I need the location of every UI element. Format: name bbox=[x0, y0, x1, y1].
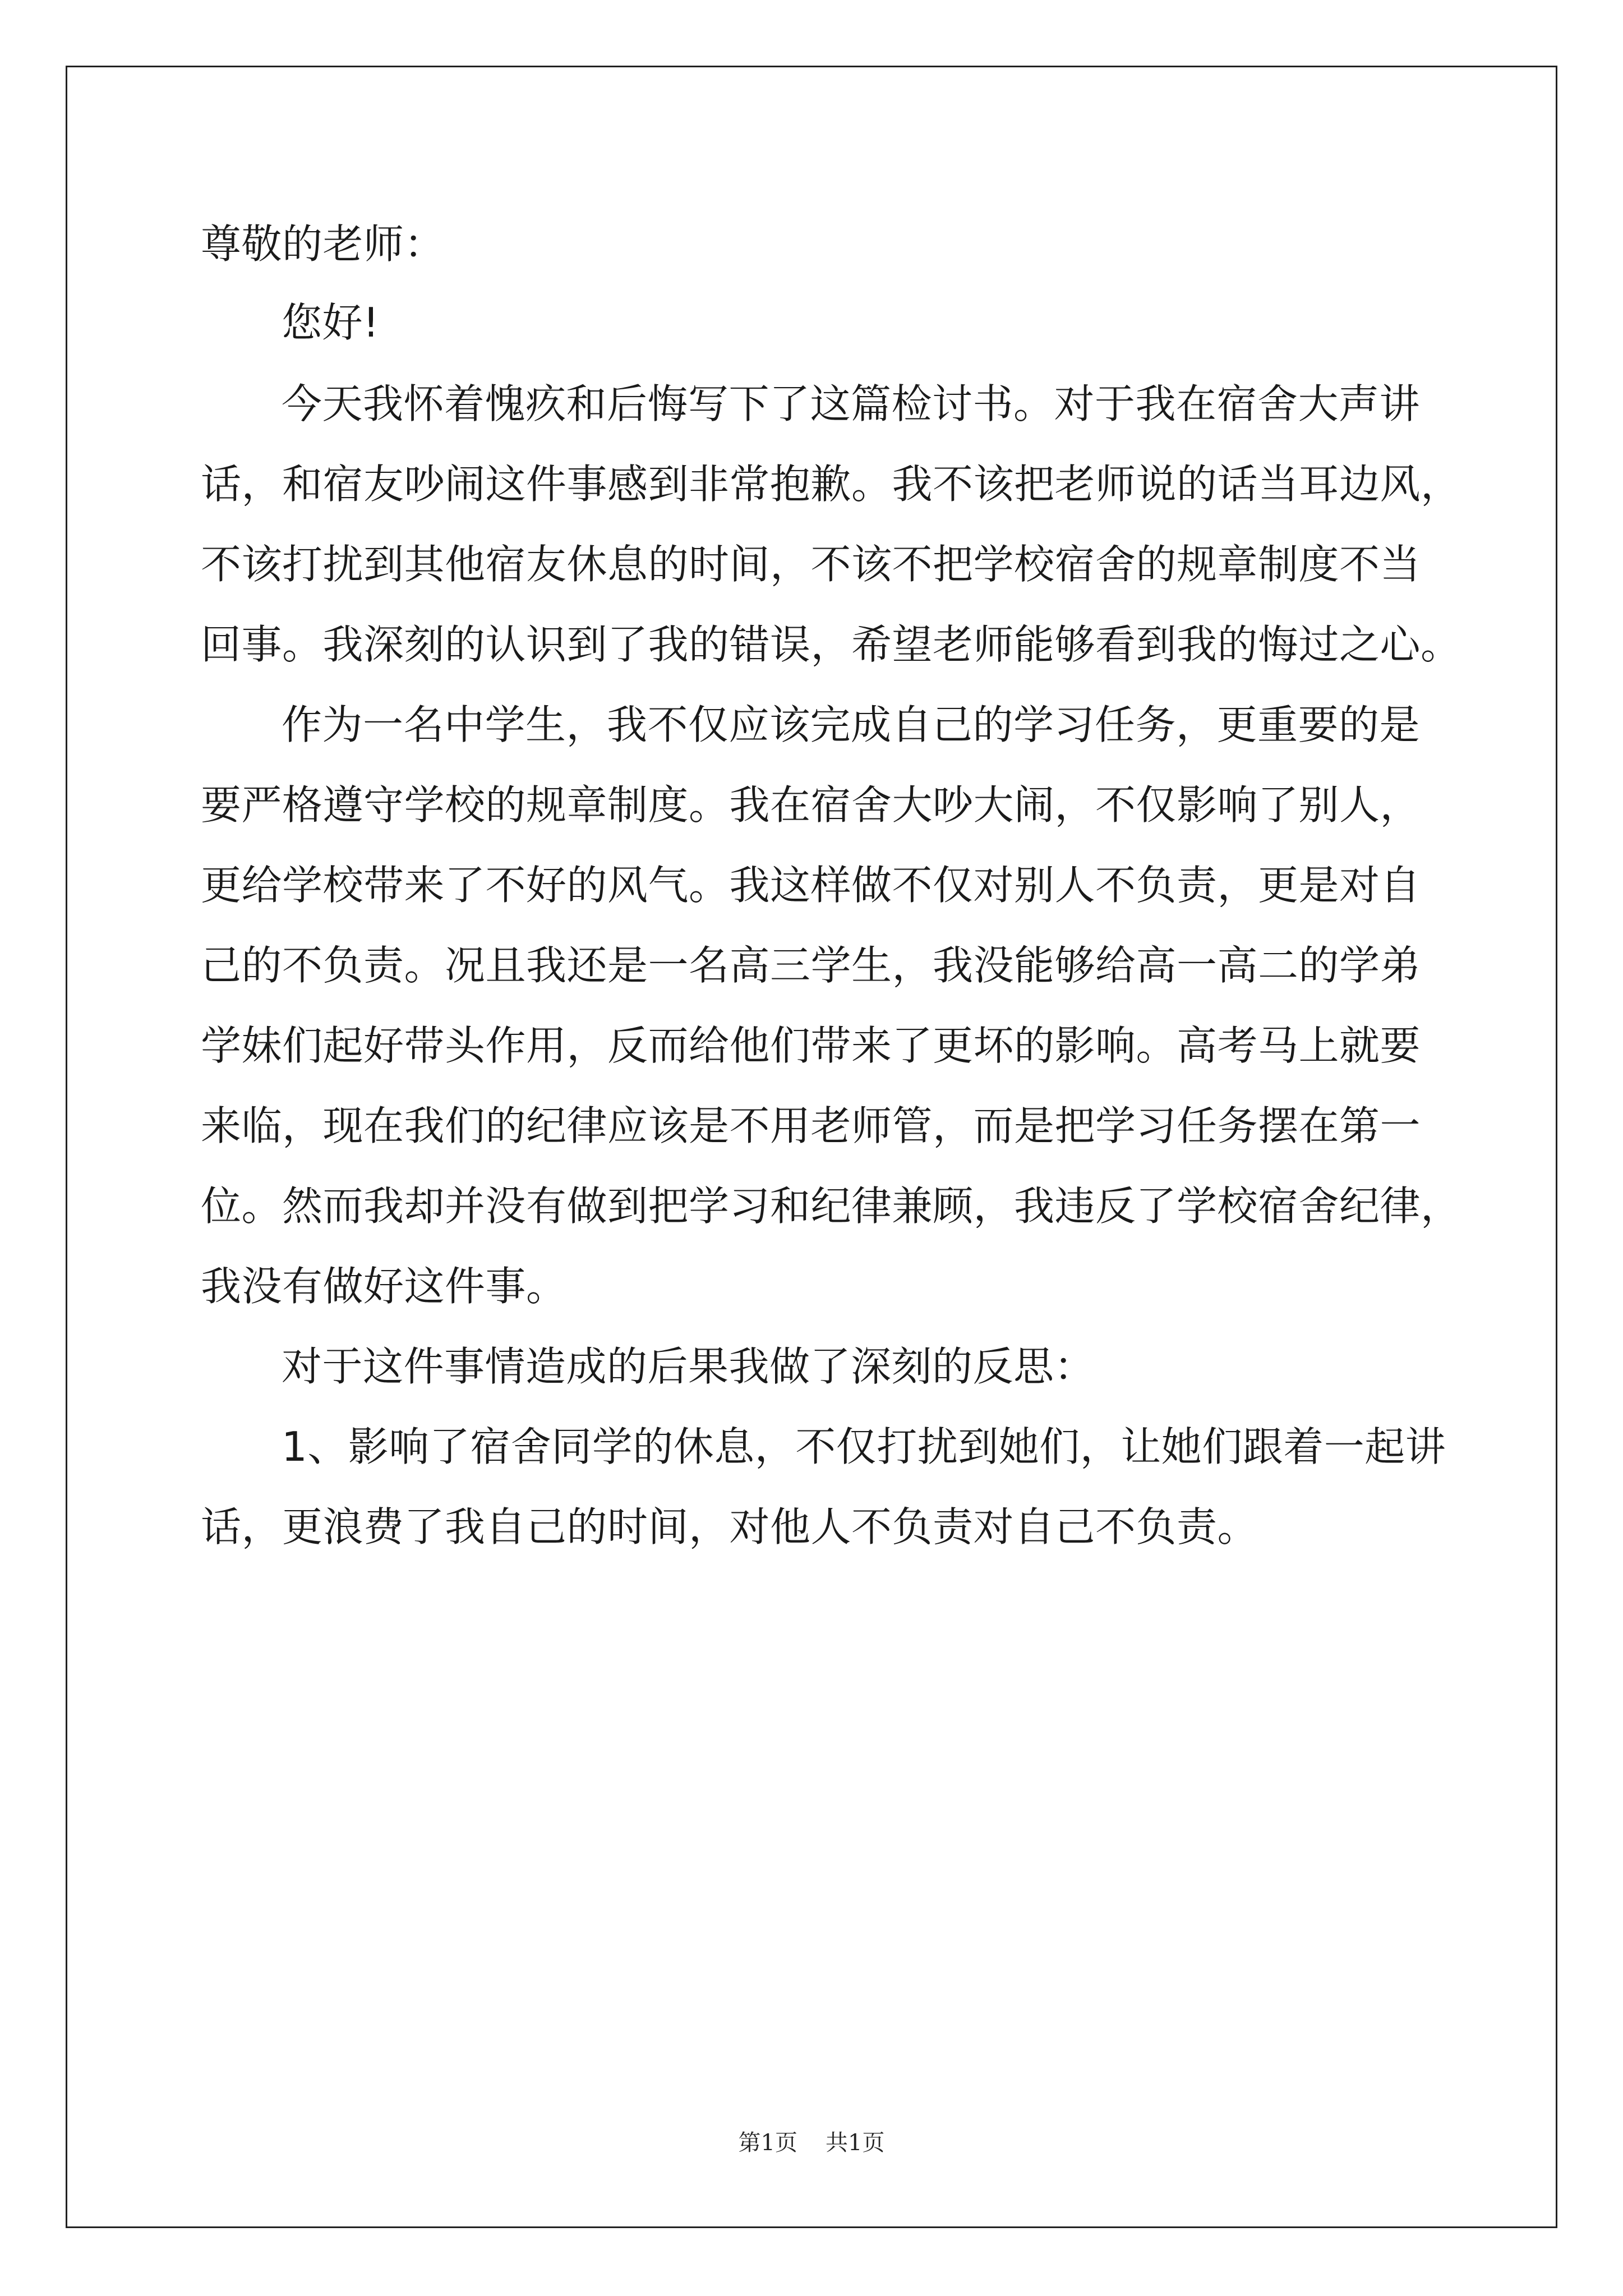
paragraph-line: 对于这件事情造成的后果我做了深刻的反思： bbox=[282, 1343, 1095, 1390]
paragraph-line: 我没有做好这件事。 bbox=[201, 1263, 567, 1310]
paragraph-line: 1、影响了宿舍同学的休息，不仅打扰到她们，让她们跟着一起讲 bbox=[282, 1423, 1446, 1470]
paragraph-line: 不该打扰到其他宿友休息的时间，不该不把学校宿舍的规章制度不当 bbox=[201, 541, 1421, 588]
paragraph-line: 要严格遵守学校的规章制度。我在宿舍大吵大闹，不仅影响了别人， bbox=[201, 781, 1421, 829]
paragraph-line: 来临，现在我们的纪律应该是不用老师管，而是把学习任务摆在第一 bbox=[201, 1102, 1421, 1149]
paragraph-line: 作为一名中学生，我不仅应该完成自己的学习任务，更重要的是 bbox=[282, 701, 1421, 748]
salutation: 尊敬的老师： bbox=[201, 220, 445, 268]
page-footer bbox=[0, 2129, 1623, 2157]
paragraph-line: 位。然而我却并没有做到把学习和纪律兼顾，我违反了学校宿舍纪律， bbox=[201, 1182, 1461, 1230]
paragraph-line: 话，更浪费了我自己的时间，对他人不负责对自己不负责。 bbox=[201, 1503, 1258, 1550]
paragraph-line: 今天我怀着愧疚和后悔写下了这篇检讨书。对于我在宿舍大声讲 bbox=[282, 380, 1421, 427]
page-number: 第1页 bbox=[738, 2130, 797, 2156]
page-total: 共1页 bbox=[826, 2130, 885, 2156]
paragraph-line: 回事。我深刻的认识到了我的错误，希望老师能够看到我的悔过之心。 bbox=[201, 621, 1461, 668]
paragraph-line: 更给学校带来了不好的风气。我这样做不仅对别人不负责，更是对自 bbox=[201, 862, 1421, 909]
paragraph-line: 学妹们起好带头作用，反而给他们带来了更坏的影响。高考马上就要 bbox=[201, 1022, 1421, 1069]
greeting: 您好! bbox=[282, 299, 380, 346]
paragraph-line: 话，和宿友吵闹这件事感到非常抱歉。我不该把老师说的话当耳边风， bbox=[201, 461, 1461, 508]
paragraph-line: 己的不负责。况且我还是一名高三学生，我没能够给高一高二的学弟 bbox=[201, 942, 1421, 989]
